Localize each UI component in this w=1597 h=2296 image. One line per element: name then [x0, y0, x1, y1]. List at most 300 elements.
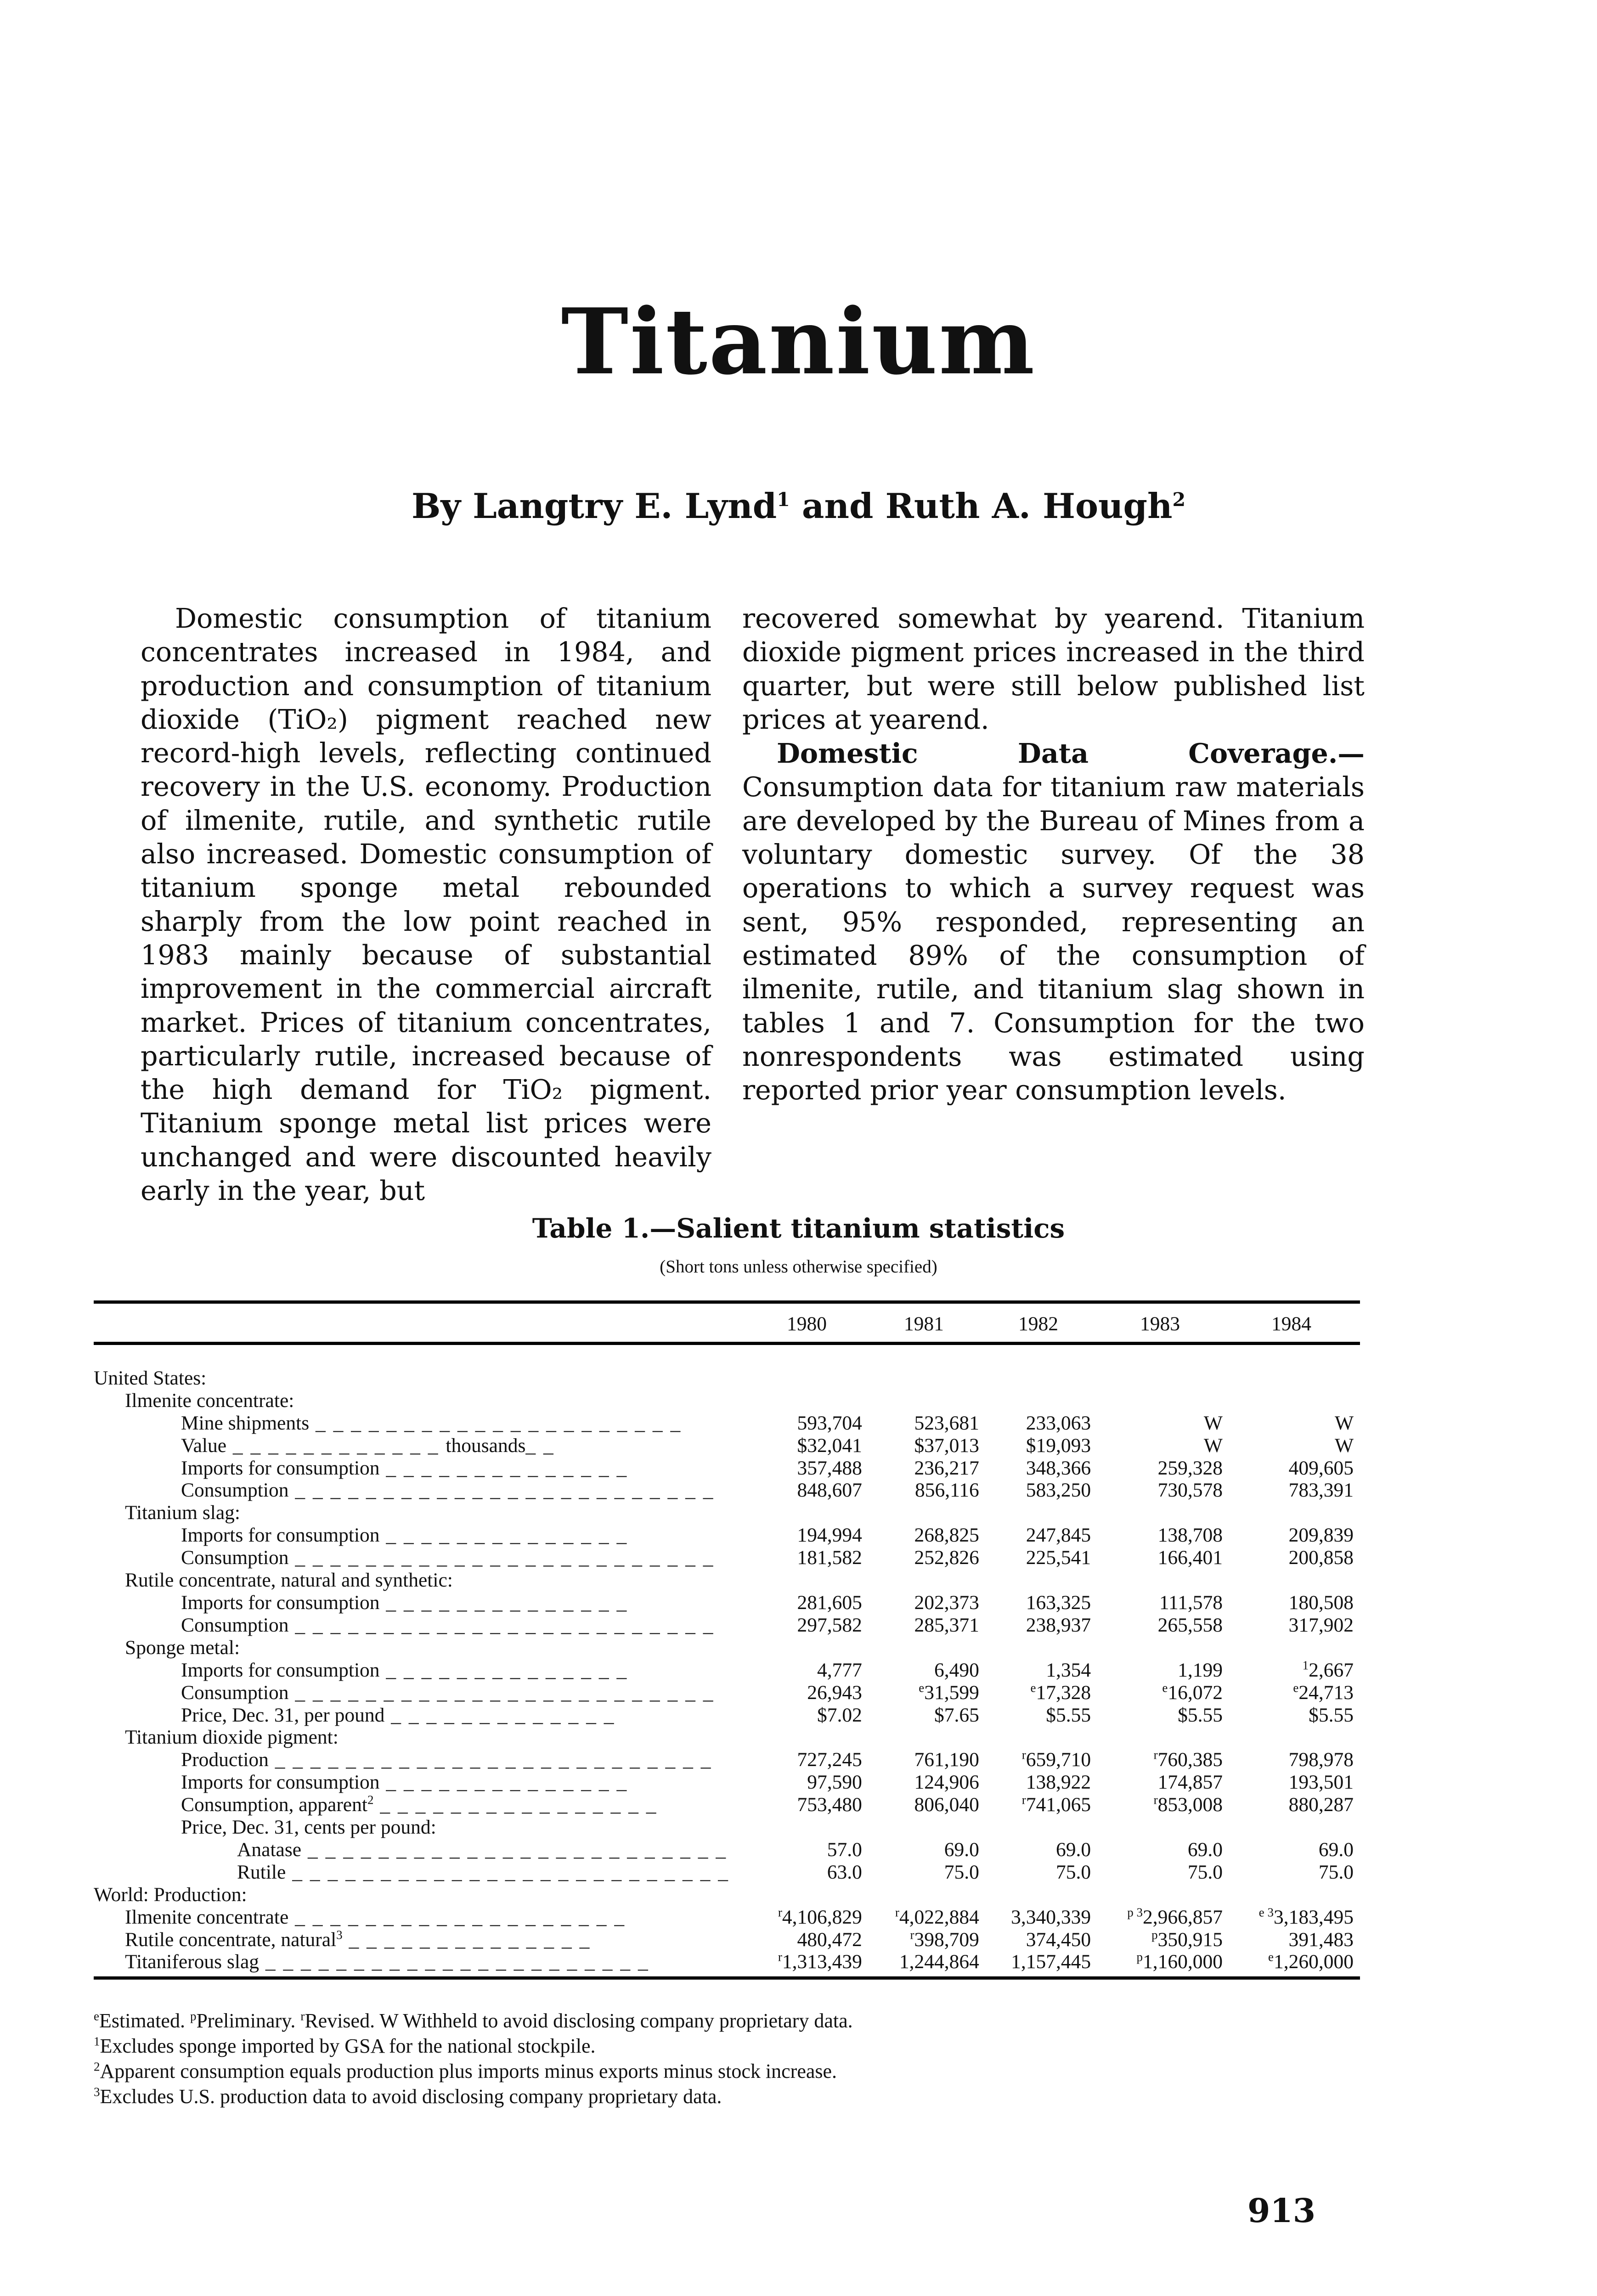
table-cell — [751, 1704, 869, 1727]
table-cell — [986, 1726, 1097, 1749]
footnote — [94, 2084, 853, 2109]
intro-paragraph: Domestic consumption of titanium concentrates increased in 1984, and production and consumption of titanium dioxide (TiO₂) pigment reached new record-high levels, reflecting continued recovery in the U.S. economy. Production of ilmenite, rutile, and synthetic rutile also increased. Domestic consumption of titanium sponge metal rebounded sharply from the low point reached in 1983 mainly because of substantial improvement in the commercial aircraft market. Prices of titanium concentrates, particularly rutile, increased because of the high demand for TiO₂ pigment. Titanium sponge metal list prices were unchanged and were discounted heavily early in the year, but — [141, 603, 711, 1207]
leader-dots: _ _ _ _ _ _ _ _ _ _ _ _ _ _ — [379, 1659, 628, 1681]
table-cell — [1229, 1435, 1360, 1457]
table-row — [94, 1435, 1360, 1457]
cell-value: 238,937 — [1026, 1614, 1091, 1636]
footnote-marker: r — [300, 2009, 305, 2023]
footnote-marker: p — [190, 2009, 197, 2023]
table-cell — [1097, 1704, 1229, 1727]
table-row — [94, 1726, 1360, 1749]
table-cell — [986, 1906, 1097, 1929]
table-cell — [751, 1614, 869, 1637]
cell-value: 247,845 — [1026, 1524, 1091, 1547]
year-header: 1981 — [869, 1302, 986, 1344]
table-row — [94, 1614, 1360, 1637]
leader-dots: _ _ _ _ _ _ _ _ _ _ _ _ _ _ _ _ _ _ _ _ _ _ _ _ _ — [286, 1861, 729, 1883]
table-row — [94, 1682, 1360, 1704]
table-cell — [751, 1412, 869, 1435]
table-cell — [751, 1771, 869, 1794]
footnote-text: Preliminary. — [196, 2009, 301, 2032]
cell-value: 3,183,495 — [1274, 1906, 1354, 1928]
cell-value: 350,915 — [1157, 1928, 1223, 1951]
leader-dots: _ _ _ _ _ _ _ _ _ _ _ _ _ _ — [379, 1771, 628, 1794]
byline — [0, 486, 1597, 526]
table-cell — [869, 1929, 986, 1951]
row-label — [94, 1816, 751, 1839]
leader-dots: _ _ _ _ _ _ _ _ _ _ _ _ _ _ — [379, 1524, 628, 1547]
author-2-ref: 2 — [1172, 489, 1186, 511]
row-label-text: United States: — [94, 1367, 207, 1389]
table-cell — [986, 1884, 1097, 1906]
cell-value: 853,008 — [1157, 1794, 1223, 1816]
cell-value: 4,022,884 — [899, 1906, 979, 1928]
cell-value: 75.0 — [1187, 1861, 1223, 1883]
row-label — [94, 1524, 751, 1547]
table-cell — [869, 1343, 986, 1389]
table-cell — [1229, 1614, 1360, 1637]
cell-value: 124,906 — [914, 1771, 979, 1794]
row-label — [94, 1839, 751, 1861]
table-cell — [751, 1861, 869, 1884]
row-label — [94, 1592, 751, 1614]
cell-value: 783,391 — [1288, 1479, 1354, 1502]
table-cell — [751, 1547, 869, 1569]
table-cell — [1097, 1749, 1229, 1771]
cell-value: $7.65 — [934, 1704, 979, 1726]
footnote-marker: 1 — [94, 2034, 100, 2048]
leader-dots: _ _ _ _ _ _ _ _ _ _ _ _ _ _ _ _ _ _ _ _ _ _ _ _ — [288, 1681, 715, 1704]
cell-value: 69.0 — [1318, 1838, 1354, 1861]
table-row — [94, 1929, 1360, 1951]
page-number: 913 — [1247, 2191, 1316, 2230]
cell-marker: 1 — [1302, 1658, 1309, 1672]
row-label-text: Imports for consumption — [181, 1771, 380, 1794]
table-cell — [1229, 1343, 1360, 1389]
table-row — [94, 1637, 1360, 1659]
table-cell — [869, 1614, 986, 1637]
table-cell — [1097, 1614, 1229, 1637]
cell-value: 348,366 — [1026, 1457, 1091, 1479]
leader-dots: _ _ _ _ _ _ _ _ _ _ _ _ _ _ _ _ _ _ _ _ _ _ _ _ — [301, 1838, 728, 1861]
cell-value: 69.0 — [1187, 1838, 1223, 1861]
cell-value: 1,244,864 — [899, 1951, 979, 1973]
table-cell — [1097, 1659, 1229, 1682]
row-label-text: Imports for consumption — [181, 1659, 380, 1681]
table-cell — [1097, 1861, 1229, 1884]
table-cell — [869, 1412, 986, 1435]
table-row — [94, 1816, 1360, 1839]
author-2: Ruth A. Hough — [885, 486, 1173, 526]
cell-value: 75.0 — [1055, 1861, 1091, 1883]
table-row — [94, 1906, 1360, 1929]
cell-marker: e 3 — [1258, 1905, 1274, 1919]
leader-dots: _ _ _ _ _ _ _ _ _ _ _ _ _ _ _ _ _ _ _ _ _ _ _ _ _ — [268, 1749, 712, 1771]
cell-value: 138,708 — [1157, 1524, 1223, 1547]
table-cell — [869, 1839, 986, 1861]
cell-marker: e — [1162, 1681, 1168, 1695]
table-cell — [986, 1390, 1097, 1412]
cell-value: 6,490 — [934, 1659, 979, 1681]
table-cell — [1097, 1682, 1229, 1704]
table-cell — [751, 1592, 869, 1614]
table-cell — [986, 1457, 1097, 1480]
cell-value: 398,709 — [914, 1928, 979, 1951]
table-cell — [1229, 1884, 1360, 1906]
row-label-text: Titanium slag: — [125, 1502, 240, 1524]
table-cell — [986, 1682, 1097, 1704]
table-cell — [751, 1951, 869, 1978]
row-label-text: Consumption, apparent — [181, 1794, 367, 1816]
table-cell — [869, 1659, 986, 1682]
cell-value: 374,450 — [1026, 1928, 1091, 1951]
table-cell — [869, 1704, 986, 1727]
cell-value: 1,260,000 — [1274, 1951, 1354, 1973]
table-row — [94, 1861, 1360, 1884]
table-cell — [1229, 1951, 1360, 1978]
table-cell — [1097, 1524, 1229, 1547]
table-cell — [1229, 1839, 1360, 1861]
table-cell — [1229, 1390, 1360, 1412]
table-row — [94, 1547, 1360, 1569]
cell-value: $5.55 — [1309, 1704, 1354, 1726]
table-cell — [986, 1816, 1097, 1839]
row-label — [94, 1951, 751, 1978]
row-label — [94, 1457, 751, 1480]
table-cell — [1229, 1816, 1360, 1839]
table-cell — [1229, 1637, 1360, 1659]
row-label — [94, 1569, 751, 1592]
cell-value: 268,825 — [914, 1524, 979, 1547]
table-cell — [751, 1929, 869, 1951]
cell-value: 297,582 — [797, 1614, 862, 1636]
cell-value: 236,217 — [914, 1457, 979, 1479]
cell-value: 75.0 — [1318, 1861, 1354, 1883]
table-row — [94, 1884, 1360, 1906]
cell-value: W — [1203, 1412, 1223, 1434]
table-cell — [1229, 1682, 1360, 1704]
row-label-text: Rutile — [237, 1861, 286, 1883]
row-label-text: Titaniferous slag — [125, 1951, 260, 1973]
cell-value: 1,199 — [1178, 1659, 1223, 1681]
table-cell — [1097, 1951, 1229, 1978]
byline-prefix: By — [411, 486, 473, 526]
table-cell — [986, 1524, 1097, 1547]
table-cell — [869, 1884, 986, 1906]
table-cell — [1097, 1569, 1229, 1592]
cell-value: 202,373 — [914, 1591, 979, 1614]
row-label-text: Consumption — [181, 1681, 289, 1704]
header-blank — [94, 1302, 751, 1344]
row-label — [94, 1884, 751, 1906]
cell-value: 181,582 — [797, 1547, 862, 1569]
table-cell — [869, 1749, 986, 1771]
table-cell — [1097, 1343, 1229, 1389]
cell-value: 2,966,857 — [1142, 1906, 1223, 1928]
footnote-ref: 2 — [367, 1793, 374, 1807]
cell-value: 193,501 — [1288, 1771, 1354, 1794]
cell-value: $5.55 — [1046, 1704, 1091, 1726]
table-cell — [751, 1479, 869, 1502]
leader-dots: _ _ _ _ _ _ _ _ _ _ _ _ — [226, 1434, 446, 1457]
cell-value: 391,483 — [1288, 1928, 1354, 1951]
row-label — [94, 1906, 751, 1929]
table-cell — [869, 1502, 986, 1524]
cell-value: 163,325 — [1026, 1591, 1091, 1614]
table-row — [94, 1569, 1360, 1592]
data-coverage-paragraph — [742, 737, 1365, 1107]
row-label — [94, 1659, 751, 1682]
table-cell — [1229, 1771, 1360, 1794]
table-row — [94, 1704, 1360, 1727]
cell-marker: e — [1268, 1950, 1274, 1964]
table-cell — [1229, 1592, 1360, 1614]
table-cell — [869, 1524, 986, 1547]
table-cell — [869, 1569, 986, 1592]
cell-value: 138,922 — [1026, 1771, 1091, 1794]
table-cell — [1229, 1749, 1360, 1771]
table-cell — [1229, 1704, 1360, 1727]
row-label-text: Value — [181, 1434, 227, 1457]
table-cell — [986, 1614, 1097, 1637]
table-cell — [869, 1637, 986, 1659]
cell-value: 4,777 — [817, 1659, 862, 1681]
left-column — [141, 602, 711, 1208]
cell-value: 760,385 — [1157, 1749, 1223, 1771]
table-cell — [1097, 1884, 1229, 1906]
cell-value: 1,157,445 — [1011, 1951, 1091, 1973]
table-cell — [751, 1569, 869, 1592]
cell-value: 3,340,339 — [1011, 1906, 1091, 1928]
cell-marker: e — [1030, 1681, 1036, 1695]
cell-value: 225,541 — [1026, 1547, 1091, 1569]
table-cell — [751, 1659, 869, 1682]
cell-value: 252,826 — [914, 1547, 979, 1569]
table-row — [94, 1479, 1360, 1502]
table-row — [94, 1659, 1360, 1682]
table-cell — [751, 1390, 869, 1412]
cell-value: 166,401 — [1157, 1547, 1223, 1569]
footnote-text: Excludes U.S. production data to avoid disclosing company proprietary data. — [100, 2085, 722, 2108]
cell-value: 357,488 — [797, 1457, 862, 1479]
table-cell — [986, 1502, 1097, 1524]
data-coverage-heading: Domestic Data Coverage.— — [777, 737, 1365, 770]
table-cell — [869, 1682, 986, 1704]
leader-dots: _ _ _ _ _ _ _ _ _ _ _ _ _ _ _ _ _ _ _ — [288, 1906, 626, 1928]
cell-marker: r — [778, 1950, 782, 1964]
author-1-ref: 1 — [777, 489, 790, 511]
table-row — [94, 1524, 1360, 1547]
cell-marker: r — [910, 1928, 914, 1942]
table-cell — [1097, 1479, 1229, 1502]
table-cell — [1097, 1816, 1229, 1839]
table-cell — [1097, 1771, 1229, 1794]
footnote-ref: 3 — [336, 1928, 343, 1942]
leader-dots: _ _ _ _ _ _ _ _ _ _ _ _ _ _ _ _ _ _ _ _ _ _ — [259, 1951, 649, 1973]
row-label — [94, 1929, 751, 1951]
year-header: 1983 — [1097, 1302, 1229, 1344]
cell-marker: r — [895, 1905, 899, 1919]
table-row — [94, 1412, 1360, 1435]
table-row — [94, 1343, 1360, 1389]
table-cell — [751, 1637, 869, 1659]
cell-value: W — [1334, 1434, 1354, 1457]
cell-value: 97,590 — [807, 1771, 862, 1794]
row-label-text: Imports for consumption — [181, 1524, 380, 1547]
row-label-text: Ilmenite concentrate — [125, 1906, 289, 1928]
table-row — [94, 1839, 1360, 1861]
table-row — [94, 1457, 1360, 1480]
table-cell — [1229, 1547, 1360, 1569]
table-cell — [986, 1704, 1097, 1727]
table-cell — [751, 1682, 869, 1704]
leader-dots: _ _ _ _ _ _ _ _ _ _ _ _ _ _ — [379, 1591, 628, 1614]
cell-value: 17,328 — [1036, 1681, 1091, 1704]
table-caption: Table 1.—Salient titanium statistics — [532, 1213, 1065, 1244]
table-header-row — [94, 1302, 1360, 1344]
table-cell — [751, 1435, 869, 1457]
cell-value: $5.55 — [1178, 1704, 1223, 1726]
table-cell — [1229, 1457, 1360, 1480]
footnote — [94, 2008, 853, 2033]
cell-value: 200,858 — [1288, 1547, 1354, 1569]
table-cell — [751, 1502, 869, 1524]
cell-value: $19,093 — [1026, 1434, 1091, 1457]
table-cell — [869, 1547, 986, 1569]
table-cell — [869, 1390, 986, 1412]
footnote-text: Excludes sponge imported by GSA for the national stockpile. — [100, 2035, 596, 2057]
table-cell — [869, 1906, 986, 1929]
cell-value: 730,578 — [1157, 1479, 1223, 1502]
table-cell — [986, 1771, 1097, 1794]
cell-value: 409,605 — [1288, 1457, 1354, 1479]
table-cell — [869, 1479, 986, 1502]
cell-value: 16,072 — [1168, 1681, 1223, 1704]
table-row — [94, 1390, 1360, 1412]
table-cell — [869, 1726, 986, 1749]
table-cell — [986, 1929, 1097, 1951]
table-row — [94, 1749, 1360, 1771]
table-cell — [751, 1906, 869, 1929]
table-cell — [1097, 1435, 1229, 1457]
table-cell — [869, 1794, 986, 1816]
row-label-text: Mine shipments — [181, 1412, 310, 1434]
table-row — [94, 1951, 1360, 1978]
table-row — [94, 1771, 1360, 1794]
cell-value: 741,065 — [1026, 1794, 1091, 1816]
cell-marker: e — [1293, 1681, 1299, 1695]
leader-dots: _ _ _ _ _ _ _ _ _ _ _ _ _ — [384, 1704, 615, 1726]
cell-marker: p — [1136, 1950, 1143, 1964]
table-cell — [986, 1343, 1097, 1389]
table-cell — [869, 1951, 986, 1978]
cell-value: 523,681 — [914, 1412, 979, 1434]
row-label — [94, 1614, 751, 1637]
table-cell — [986, 1794, 1097, 1816]
footnote-text: Revised. — [305, 2009, 380, 2032]
year-header: 1984 — [1229, 1302, 1360, 1344]
table-cell — [1229, 1929, 1360, 1951]
footnote-text: W Withheld to avoid disclosing company proprietary data. — [379, 2009, 853, 2032]
cell-value: 194,994 — [797, 1524, 862, 1547]
table-cell — [869, 1435, 986, 1457]
cell-value: 285,371 — [914, 1614, 979, 1636]
table-cell — [1097, 1929, 1229, 1951]
row-label — [94, 1749, 751, 1771]
cell-value: 69.0 — [1055, 1838, 1091, 1861]
row-label — [94, 1343, 751, 1389]
table-cell — [986, 1749, 1097, 1771]
row-label-text: Consumption — [181, 1479, 289, 1502]
row-label — [94, 1479, 751, 1502]
footnote-text: Apparent consumption equals production plus imports minus exports minus stock increase. — [100, 2060, 837, 2082]
cell-value: W — [1203, 1434, 1223, 1457]
row-label — [94, 1502, 751, 1524]
cell-value: 761,190 — [914, 1749, 979, 1771]
cell-value: 583,250 — [1026, 1479, 1091, 1502]
data-coverage-body: Consumption data for titanium raw materials are developed by the Bureau of Mines from a voluntary domestic survey. Of the 38 operations to which a survey request was sent, 95% responded, representing an estimated 89% of the consumption of ilmenite, rutile, and titanium slag shown in tables 1 and 7. Consumption for the two nonrespondents was estimated using reported prior year consumption levels. — [742, 771, 1365, 1106]
table-cell — [986, 1592, 1097, 1614]
leader-dots: _ _ _ _ _ _ _ _ _ _ _ _ _ _ — [342, 1928, 591, 1951]
table-cell — [751, 1884, 869, 1906]
author-1: Langtry E. Lynd — [473, 486, 777, 526]
table-cell — [1097, 1906, 1229, 1929]
cell-marker: p 3 — [1127, 1905, 1143, 1919]
table-cell — [986, 1637, 1097, 1659]
cell-value: 806,040 — [914, 1794, 979, 1816]
table-cell — [1097, 1592, 1229, 1614]
cell-value: 111,578 — [1159, 1591, 1223, 1614]
row-label-text: Anatase — [237, 1838, 302, 1861]
cell-value: 233,063 — [1026, 1412, 1091, 1434]
table-cell — [986, 1435, 1097, 1457]
row-label — [94, 1794, 751, 1816]
table-cell — [1229, 1479, 1360, 1502]
row-label — [94, 1861, 751, 1884]
cell-marker: r — [778, 1905, 782, 1919]
cell-marker: r — [1021, 1793, 1026, 1807]
row-label-text: Production — [181, 1749, 269, 1771]
table-cell — [751, 1457, 869, 1480]
continuation-paragraph: recovered somewhat by yearend. Titanium dioxide pigment prices increased in the third quarter, but were still below published list prices at yearend. — [742, 603, 1365, 735]
cell-value: 281,605 — [797, 1591, 862, 1614]
table-cell — [986, 1569, 1097, 1592]
row-label — [94, 1547, 751, 1569]
footnote-marker: e — [94, 2009, 99, 2023]
cell-marker: r — [1153, 1793, 1158, 1807]
footnote — [94, 2059, 853, 2084]
cell-value: 69.0 — [944, 1838, 979, 1861]
table-subcaption: (Short tons unless otherwise specified) — [660, 1257, 937, 1277]
table-cell — [869, 1861, 986, 1884]
table-cell — [1097, 1547, 1229, 1569]
leader-dots: _ _ _ _ _ _ _ _ _ _ _ _ _ _ _ _ _ _ _ _ _ — [309, 1412, 682, 1434]
cell-value: 259,328 — [1157, 1457, 1223, 1479]
row-label — [94, 1726, 751, 1749]
cell-value: 1,313,439 — [782, 1951, 862, 1973]
table-cell — [751, 1839, 869, 1861]
cell-value: 75.0 — [944, 1861, 979, 1883]
cell-value: 753,480 — [797, 1794, 862, 1816]
row-label-text: Consumption — [181, 1614, 289, 1636]
table-cell — [1097, 1412, 1229, 1435]
cell-marker: r — [1021, 1748, 1026, 1762]
row-label — [94, 1637, 751, 1659]
cell-value: $37,013 — [914, 1434, 979, 1457]
row-label-text: Rutile concentrate, natural and synthetic: — [125, 1569, 453, 1592]
cell-value: 1,160,000 — [1142, 1951, 1223, 1973]
cell-value: 31,599 — [924, 1681, 979, 1704]
